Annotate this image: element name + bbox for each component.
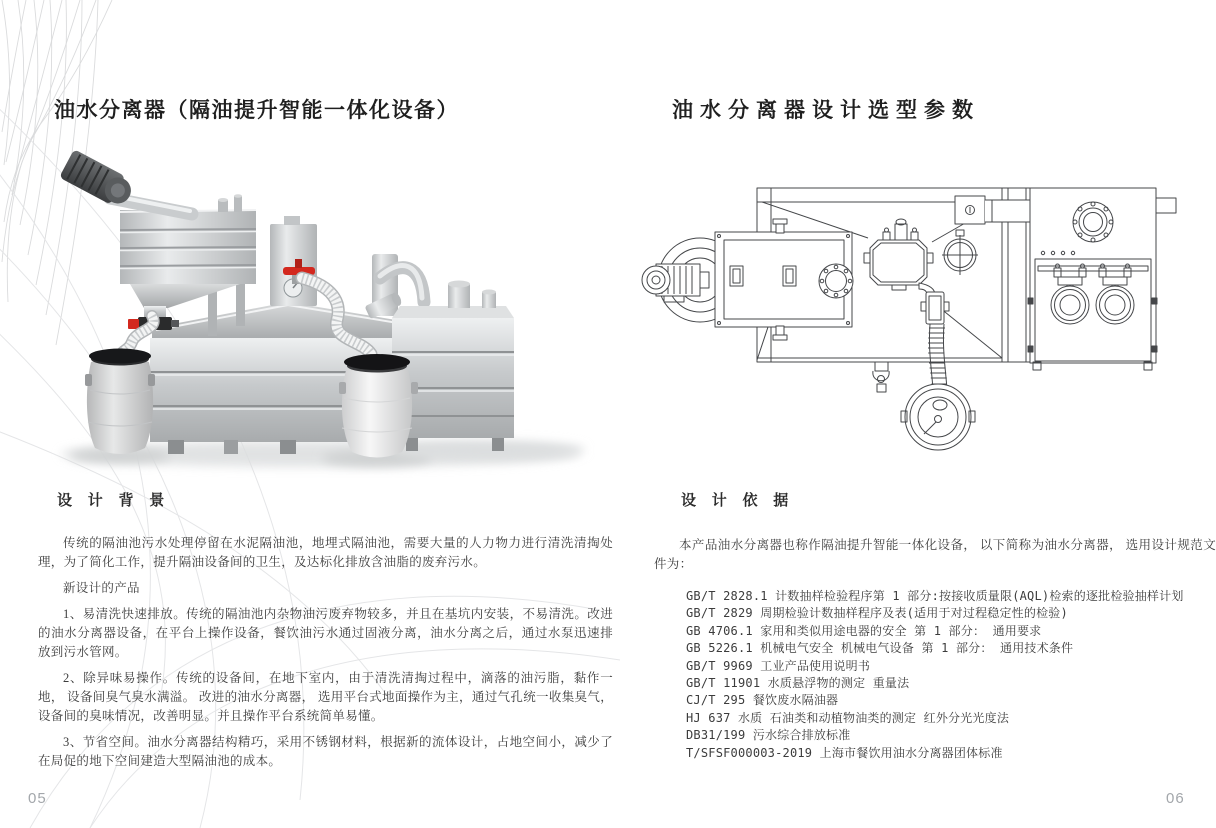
center-column xyxy=(270,216,317,306)
standard-item: GB 4706.1 家用和类似用途电器的安全 第 1 部分： 通用要求 xyxy=(686,623,1042,638)
page-right-title: 油水分离器设计选型参数 xyxy=(672,98,980,122)
body-paragraph: 1、易清洗快速排放。传统的隔油池内杂物油污废弃物较多，并且在基坑内安装，不易清洗。改进的油水分离器设备，在平台上操作设备，餐饮油污水通过固液分离，油水分离之后，通过水泵迅速排放到污水管网。 xyxy=(38,607,613,659)
section-title-design-background: 设 计 背 景 xyxy=(57,493,171,509)
section-title-design-basis: 设 计 依 据 xyxy=(681,493,795,509)
body-paragraph: 传统的隔油池污水处理停留在水泥隔油池，地埋式隔油池，需要大量的人力物力进行清洗清掏处理，为了简化工作，提升隔油设备间的卫生，及达标化排放含油脂的废弃污水。 xyxy=(38,536,613,569)
standard-item: GB/T 2828.1 计数抽样检验程序第 1 部分:按接收质量限(AQL)检索的逐批检验抽样计划 xyxy=(686,589,1184,603)
page-number-right: 06 xyxy=(1166,790,1185,807)
junction-box xyxy=(955,196,985,224)
waste-barrel-left xyxy=(85,349,155,455)
waste-barrel-right xyxy=(339,354,418,458)
product-render-illustration xyxy=(40,150,620,480)
intro-paragraph: 本产品油水分离器也称作隔油提升智能一体化设备， 以下简称为油水分离器， 选用设计规范文件为： xyxy=(654,538,1216,571)
standard-item: GB/T 11901 水质悬浮物的测定 重量法 xyxy=(686,676,910,691)
motor-outline xyxy=(642,264,709,302)
standards-list xyxy=(686,588,1214,762)
drain-fitting xyxy=(873,362,889,392)
bolted-flange xyxy=(819,264,853,298)
right-panel xyxy=(1028,188,1176,370)
page-number-left: 05 xyxy=(28,790,47,807)
standard-item: DB31/199 污水综合排放标准 xyxy=(686,728,851,743)
standard-item: T/SFSF000003-2019 上海市餐饮用油水分离器团体标准 xyxy=(686,745,1003,760)
body-paragraph: 新设计的产品 xyxy=(63,581,140,595)
page-left-title: 油水分离器（隔油提升智能一体化设备） xyxy=(54,98,459,122)
design-basis-intro xyxy=(654,536,1216,581)
body-paragraph: 3、节省空间。油水分离器结构精巧，采用不锈钢材料，根据新的流体设计，占地空间小，减少了在局促的地下空间建造大型隔油池的成本。 xyxy=(38,735,613,768)
body-paragraph: 2、除异味易操作。传统的设备间，在地下室内，由于清洗清掏过程中，滴落的油污脂，黏作一地， 设备间臭气臭水满溢。 改进的油水分离器， 选用平台式地面操作为主，通过气孔统一收集臭气，设备间的臭味情况，改善明显。并且操作平台系统简单易懂。 xyxy=(38,671,613,723)
standard-item: GB/T 9969 工业产品使用说明书 xyxy=(686,658,871,673)
standard-item: GB/T 2829 周期检验计数抽样程序及表(适用于对过程稳定性的检验) xyxy=(686,606,1068,621)
design-background-paragraphs xyxy=(38,534,613,778)
standard-item: GB 5226.1 机械电气安全 机械电气设备 第 1 部分： 通用技术条件 xyxy=(686,641,1074,656)
standard-item: HJ 637 水质 石油类和动植物油类的测定 红外分光光度法 xyxy=(686,710,1010,725)
technical-drawing-illustration xyxy=(640,158,1216,488)
standard-item: CJ/T 295 餐饮废水隔油器 xyxy=(686,693,839,708)
